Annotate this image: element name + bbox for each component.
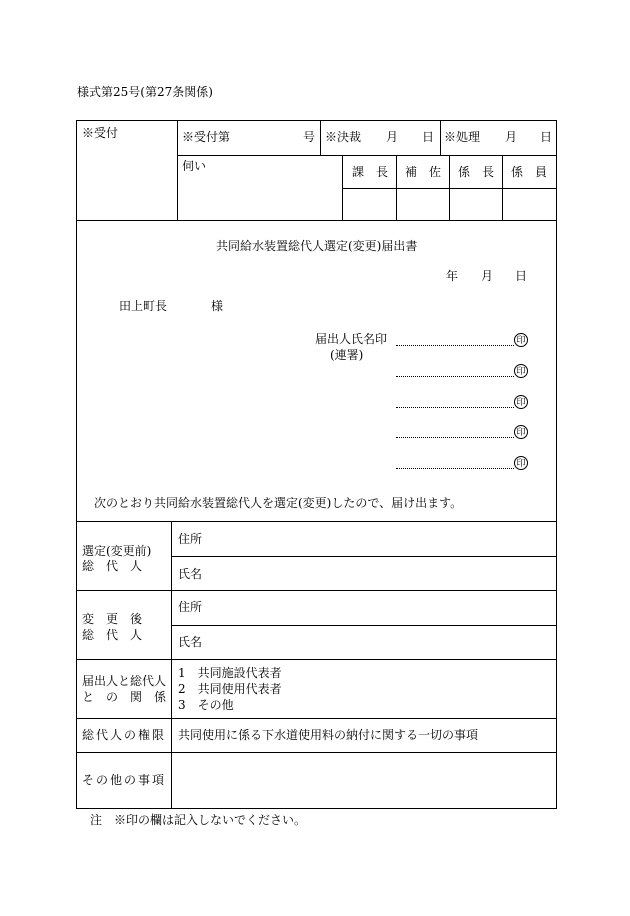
inquiry-label: 伺い (182, 159, 207, 173)
relation-label-1: 届出人と総代人 (82, 674, 167, 688)
authority-bottom (76, 752, 557, 753)
frame-right (556, 120, 557, 809)
statement: 次のとおり共同給水装置総代人を選定(変更)したので、届け出ます。 (94, 496, 463, 510)
header-divider (177, 120, 178, 220)
after-label-2: 総 代 人 (82, 628, 143, 642)
other-label: その他の事項 (82, 773, 167, 787)
decision-label: ※決裁 (325, 130, 362, 144)
authority-value: 共同使用に係る下水道使用料の納付に関する一切の事項 (178, 728, 479, 742)
relation-option-3: 3 その他 (178, 698, 234, 712)
approver-staff: 係 員 (511, 165, 548, 179)
before-address-label: 住所 (178, 532, 203, 546)
seal-icon: 印 (514, 425, 528, 439)
signature-line-5[interactable] (396, 468, 514, 469)
form-number: 様式第25号(第27条関係) (77, 85, 213, 99)
addressee: 田上町長 (119, 299, 168, 313)
reception-row-bottom (177, 155, 557, 156)
processing-label: ※処理 (444, 130, 481, 144)
approver-section-chief: 課 長 (352, 165, 389, 179)
applicant-sublabel: (連署) (330, 348, 364, 362)
after-mid (171, 625, 557, 626)
frame-bottom (76, 808, 557, 809)
approver-assistant: 補 佐 (405, 165, 442, 179)
date-month: 月 (481, 269, 494, 283)
seal-icon: 印 (514, 456, 528, 470)
relation-option-1: 1 共同施設代表者 (178, 666, 282, 680)
footnote: 注 ※印の欄は記入しないでください。 (90, 813, 307, 827)
after-name-label: 氏名 (178, 635, 203, 649)
seal-icon: 印 (514, 395, 528, 409)
signature-line-1[interactable] (396, 345, 514, 346)
date-day: 日 (515, 269, 528, 283)
header-bottom (76, 220, 557, 221)
before-bottom (76, 590, 557, 591)
processing-divider (440, 120, 441, 155)
decision-day: 日 (422, 130, 435, 144)
decision-month: 月 (386, 130, 399, 144)
honorific: 様 (211, 299, 224, 313)
signature-line-3[interactable] (396, 407, 514, 408)
approver-sub-chief: 係 長 (458, 165, 495, 179)
processing-month: 月 (505, 130, 518, 144)
frame-left (76, 120, 77, 809)
form-title: 共同給水装置総代人選定(変更)届出書 (216, 239, 418, 253)
before-label-1: 選定(変更前) (82, 544, 152, 558)
body-bottom (76, 521, 557, 522)
before-label-2: 総 代 人 (82, 559, 143, 573)
reception-no-suffix: 号 (303, 130, 316, 144)
processing-day: 日 (540, 130, 553, 144)
relation-bottom (76, 718, 557, 719)
reception-label: ※受付 (82, 126, 119, 140)
approver-label-bottom (342, 188, 557, 189)
date-year: 年 (446, 269, 459, 283)
relation-option-2: 2 共同使用代表者 (178, 682, 282, 696)
frame-top (76, 120, 557, 121)
reception-no-label: ※受付第 (182, 130, 231, 144)
authority-label: 総代人の権限 (82, 728, 167, 742)
decision-divider (320, 120, 321, 155)
after-bottom (76, 659, 557, 660)
signature-line-4[interactable] (396, 437, 514, 438)
after-address-label: 住所 (178, 600, 203, 614)
relation-label-2: と の 関 係 (82, 690, 167, 704)
applicant-label: 届出人氏名印 (315, 332, 388, 346)
before-mid (171, 556, 557, 557)
label-column (171, 521, 172, 809)
seal-icon: 印 (514, 364, 528, 378)
before-name-label: 氏名 (178, 567, 203, 581)
after-label-1: 変 更 後 (82, 612, 143, 626)
seal-icon: 印 (514, 333, 528, 347)
signature-line-2[interactable] (396, 376, 514, 377)
